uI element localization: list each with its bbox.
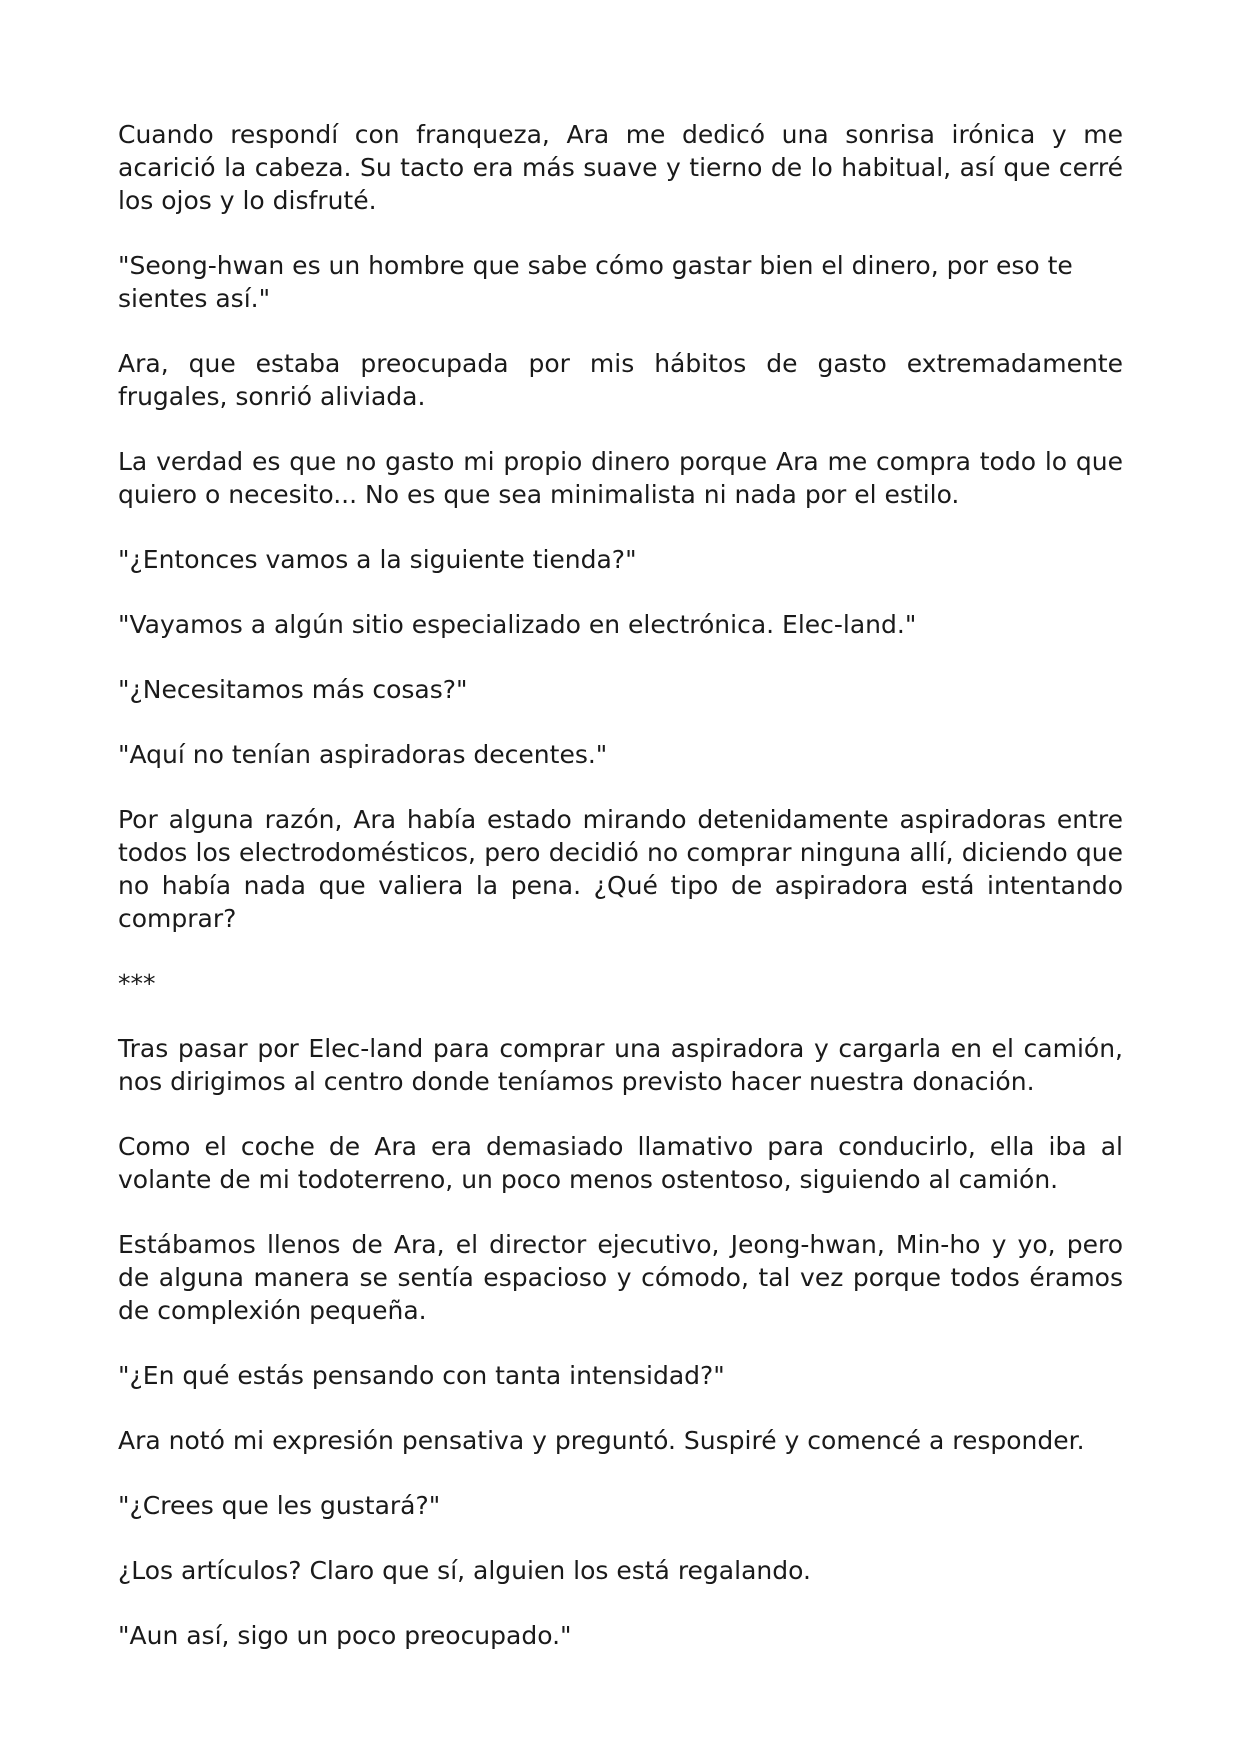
paragraph-1: Cuando respondí con franqueza, Ara me dedicó una sonrisa irónica y me acarició la cabeza. Su tacto era más suave y tierno de lo habitual, así que cerré los ojos y lo disfruté.: [118, 120, 1123, 215]
paragraph-9: Por alguna razón, Ara había estado mirando detenidamente aspiradoras entre todos los electrodomésticos, pero decidió no comprar ninguna allí, diciendo que no había nada que valiera la pena. ¿Qué tipo de aspiradora está intentando comprar?: [118, 805, 1123, 933]
paragraph-2: "Seong-hwan es un hombre que sabe cómo gastar bien el dinero, por eso te sientes así.": [118, 251, 1073, 313]
paragraph-16: ¿Los artículos? Claro que sí, alguien los está regalando.: [118, 1556, 811, 1585]
paragraph-3: Ara, que estaba preocupada por mis hábitos de gasto extremadamente frugales, sonrió aliviada.: [118, 349, 1123, 411]
paragraph-8: "Aquí no tenían aspiradoras decentes.": [118, 740, 608, 769]
paragraph-4: La verdad es que no gasto mi propio dinero porque Ara me compra todo lo que quiero o necesito... No es que sea minimalista ni nada por el estilo.: [118, 447, 1123, 509]
paragraph-12: Estábamos llenos de Ara, el director ejecutivo, Jeong-hwan, Min-ho y yo, pero de alguna manera se sentía espacioso y cómodo, tal vez porque todos éramos de complexión pequeña.: [118, 1230, 1123, 1325]
paragraph-15: "¿Crees que les gustará?": [118, 1491, 441, 1520]
paragraph-17: "Aun así, sigo un poco preocupado.": [118, 1621, 572, 1650]
paragraph-14: Ara notó mi expresión pensativa y preguntó. Suspiré y comencé a responder.: [118, 1426, 1085, 1455]
section-break: ***: [118, 969, 156, 998]
paragraph-5: "¿Entonces vamos a la siguiente tienda?": [118, 545, 637, 574]
paragraph-10: Tras pasar por Elec-land para comprar una aspiradora y cargarla en el camión, nos dirigimos al centro donde teníamos previsto hacer nuestra donación.: [118, 1034, 1123, 1096]
document-page: [118, 118, 1123, 1684]
paragraph-13: "¿En qué estás pensando con tanta intensidad?": [118, 1361, 725, 1390]
paragraph-6: "Vayamos a algún sitio especializado en electrónica. Elec-land.": [118, 610, 917, 639]
paragraph-7: "¿Necesitamos más cosas?": [118, 675, 468, 704]
paragraph-11: Como el coche de Ara era demasiado llamativo para conducirlo, ella iba al volante de mi todoterreno, un poco menos ostentoso, siguiendo al camión.: [118, 1132, 1123, 1194]
